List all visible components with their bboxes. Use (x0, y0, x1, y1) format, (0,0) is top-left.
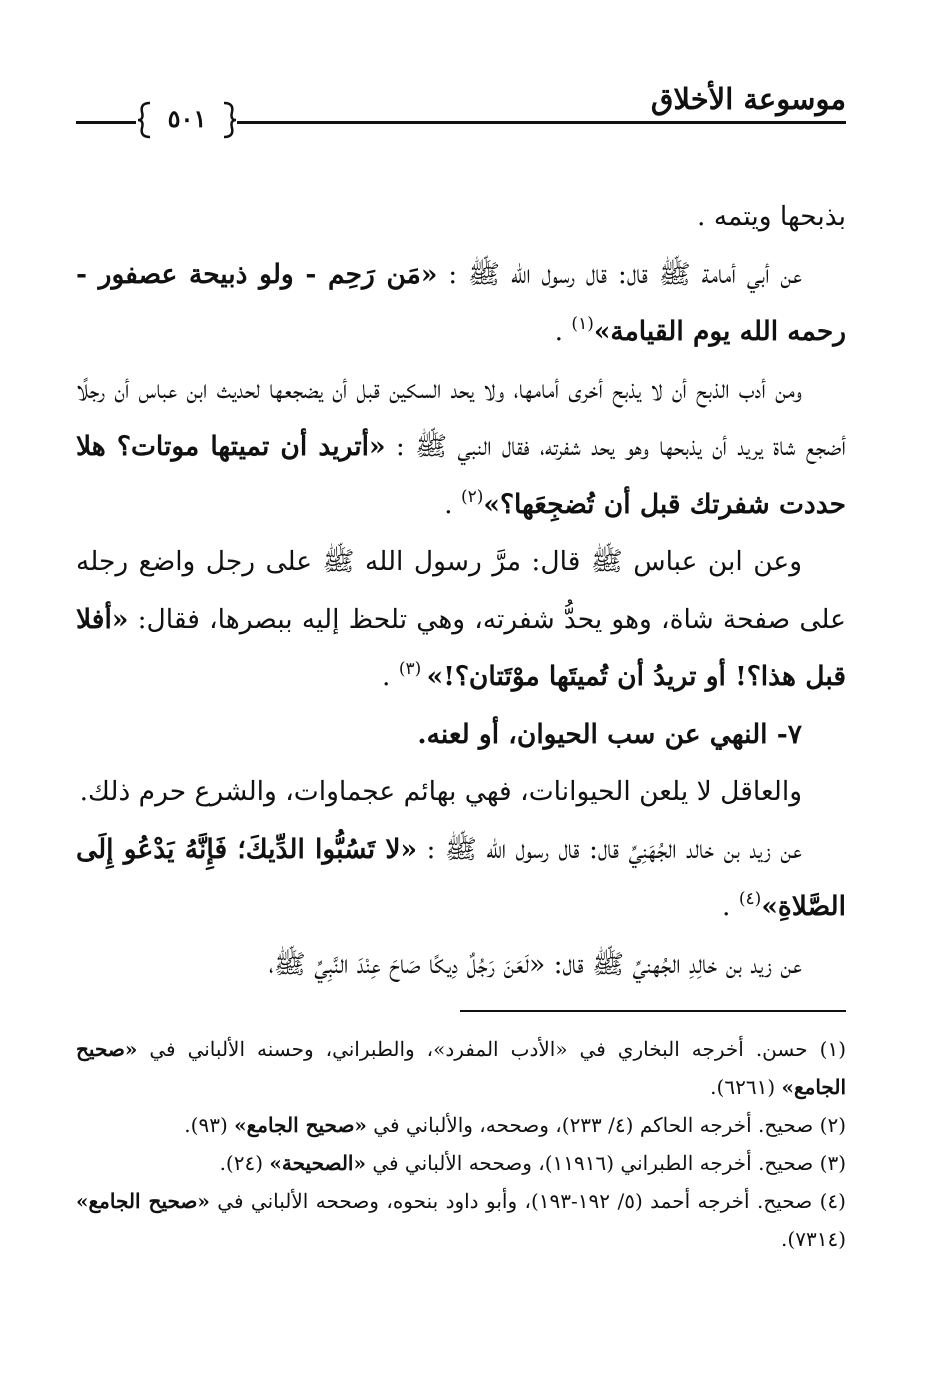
footnote: (١) حسن. أخرجه البخاري في «الأدب المفرد»، والطبراني، وحسنه الألباني في «صحيح الجامع» (٦٢٦١). (76, 1037, 846, 1099)
footnote-separator (460, 1010, 846, 1012)
footnote-ref[interactable]: (٣) (398, 659, 427, 679)
hadith-text: «مَن رَحِم - ولو ذبيحة عصفور - رحمه الله يوم القيامة» (76, 258, 846, 347)
hadith-text: «لا تَسُبُّوا الدِّيكَ؛ فَإِنَّهُ يَدْعُو إِلَى الصَّلاةِ» (76, 833, 846, 922)
hadith-text: «أفلا قبل هذا؟! أو تريدُ أن تُميتَها موْتَتان؟!» (76, 603, 846, 692)
paragraph: عن زيد بن خالِدِ الجُهنيِّ ﷺ قال: «لَعَنَ رَجُلٌ دِيكًا صَاحَ عِنْدَ النَّبِيِّ ﷺ، (268, 948, 802, 980)
footnote: (٢) صحيح. أخرجه الحاكم (٤/ ٢٣٣)، وصححه، والألباني في «صحيح الجامع» (٩٣). (184, 1113, 846, 1137)
paragraph: وعن ابن عباس ﷺ قال: مرَّ رسول الله ﷺ على رجل واضع رجله على صفحة شاة، وهو يحدُّ شفرته، وهي تلحظ إليه ببصرها، فقال: «أفلا قبل هذا؟! أو تريدُ أن تُميتَها موْتَتان؟!» $^{(٣)}$ . (76, 546, 846, 692)
page-number: ٥٠١ (167, 104, 207, 133)
header-rule-right (237, 121, 846, 124)
footnote: (٤) صحيح. أخرجه أحمد (٥/ ١٩٢-١٩٣)، وأبو داود بنحوه، وصححه الألباني في «صحيح الجامع» (٧٣١٤). (76, 1189, 846, 1251)
footnote-ref[interactable]: (٢) (460, 486, 484, 507)
section-heading: ٧- النهي عن سب الحيوان، أو لعنه. (417, 718, 802, 750)
hadith-text: «أتريد أن تميتها موتات؟ هلا حددت شفرتك قبل أن تُضجِعَها؟» (76, 431, 846, 520)
paragraph: عن زيد بن خالد الجُهَنِيِّ قال: قال رسول الله ﷺ : «لا تَسُبُّوا الدِّيكَ؛ فَإِنَّهُ يَدْعُو إِلَى الصَّلاةِ»$^{(٤)}$ . (76, 833, 846, 922)
running-title: موسوعة الأخلاق (650, 82, 846, 116)
footnote-ref[interactable]: (٤) (738, 889, 762, 909)
paragraph: ومن أدب الذبح أن لا يذبح أخرى أمامها، ولا يحد السكين قبل أن يضجعها لحديث ابن عباس أن رجلًا أضجع شاة يريد أن يذبحها وهو يحد شفرته، فقال النبي ﷺ : «أتريد أن تميتها موتات؟ هلا حددت شفرتك قبل أن تُضجِعَها؟»$^{(٢)}$ . (76, 373, 846, 520)
header-rule-left (76, 121, 136, 124)
paragraph: والعاقل لا يلعن الحيوانات، فهي بهائم عجماوات، والشرع حرم ذلك. (79, 776, 802, 807)
footnotes (76, 1030, 846, 1258)
footnote-ref[interactable]: (١) (571, 314, 594, 334)
main-text (76, 188, 846, 993)
page-number-ornament (138, 100, 236, 140)
paragraph: عن أبي أمامة ﷺ قال: قال رسول الله ﷺ : «مَن رَحِم - ولو ذبيحة عصفور - رحمه الله يوم القيامة»$^{(١)}$ . (76, 258, 846, 347)
footnote: (٣) صحيح. أخرجه الطبراني (١١٩١٦)، وصححه الألباني في «الصحيحة» (٢٤). (219, 1151, 846, 1175)
paragraph: بذبحها ويتمه . (696, 201, 846, 232)
